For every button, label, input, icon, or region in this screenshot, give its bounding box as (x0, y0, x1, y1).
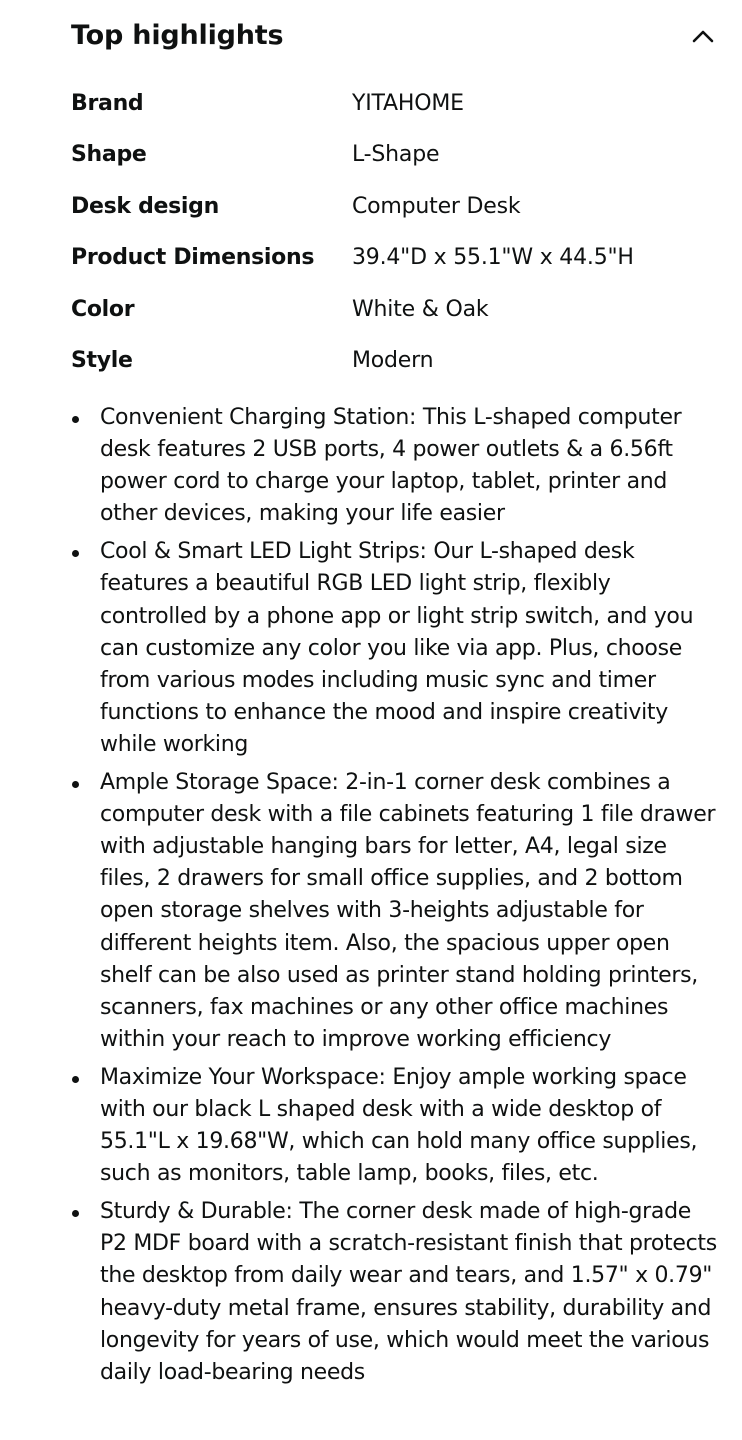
feature-bullet-text: Sturdy & Durable: The corner desk made of high-grade P2 MDF board with a scratch-resistant finish that protects the desktop from daily wear and tears, and 1.57" x 0.79" heavy-duty metal frame, ensures stability, durability and longevity for years of use, which would meet the various daily load-bearing needs (100, 1199, 717, 1385)
spec-row-brand (71, 80, 721, 131)
bullet-dot-icon (72, 550, 79, 557)
spec-key: Color (71, 296, 135, 322)
spec-row-color (71, 286, 721, 337)
feature-bullet-text: Ample Storage Space: 2-in-1 corner desk combines a computer desk with a file cabinets featuring 1 file drawer with adjustable hanging bars for letter, A4, legal size files, 2 drawers for small office supplies, and 2 bottom open storage shelves with 3-heights adjustable for different heights item. Also, the spacious upper open shelf can be also used as printer stand holding printers, scanners, fax machines or any other office machines within your reach to improve working efficiency (100, 770, 716, 1052)
bullet-dot-icon (72, 781, 79, 788)
spec-row-style (71, 337, 721, 388)
spec-key: Shape (71, 142, 147, 168)
bullet-dot-icon (72, 416, 79, 423)
spec-value: YITAHOME (352, 91, 464, 116)
feature-bullet (71, 1196, 719, 1389)
spec-value: Modern (352, 347, 434, 373)
feature-bullet-list (71, 402, 719, 1395)
collapse-button[interactable] (685, 18, 721, 54)
spec-row-product-dimensions (71, 234, 721, 285)
bullet-dot-icon (72, 1210, 79, 1217)
spec-key: Product Dimensions (71, 245, 315, 271)
feature-bullet (71, 402, 719, 530)
bullet-dot-icon (72, 1076, 79, 1083)
spec-key: Brand (71, 91, 144, 116)
spec-key: Style (71, 347, 133, 373)
specs-table (71, 80, 721, 388)
feature-bullet-text: Convenient Charging Station: This L-shaped computer desk features 2 USB ports, 4 power outlets & a 6.56ft power cord to charge your laptop, tablet, printer and other devices, making your life easier (100, 405, 682, 527)
chevron-up-icon (691, 28, 715, 44)
section-title: Top highlights (71, 20, 284, 51)
feature-bullet (71, 536, 719, 761)
feature-bullet (71, 1062, 719, 1190)
spec-value: White & Oak (352, 296, 489, 322)
feature-bullet-text: Maximize Your Workspace: Enjoy ample working space with our black L shaped desk with a wide desktop of 55.1"L x 19.68"W, which can hold many office supplies, such as monitors, table lamp, books, files, etc. (100, 1064, 698, 1187)
spec-key: Desk design (71, 193, 219, 219)
spec-value: L-Shape (352, 142, 440, 168)
spec-value: 39.4"D x 55.1"W x 44.5"H (352, 245, 634, 271)
spec-row-shape (71, 131, 721, 182)
section-header[interactable] (71, 16, 721, 56)
feature-bullet (71, 767, 719, 1056)
spec-value: Computer Desk (352, 193, 521, 219)
spec-row-desk-design (71, 183, 721, 234)
feature-bullet-text: Cool & Smart LED Light Strips: Our L-shaped desk features a beautiful RGB LED light strip, flexibly controlled by a phone app or light strip switch, and you can customize any color you like via app. Plus, choose from various modes including music sync and timer functions to enhance the mood and inspire creativity while working (100, 539, 694, 757)
